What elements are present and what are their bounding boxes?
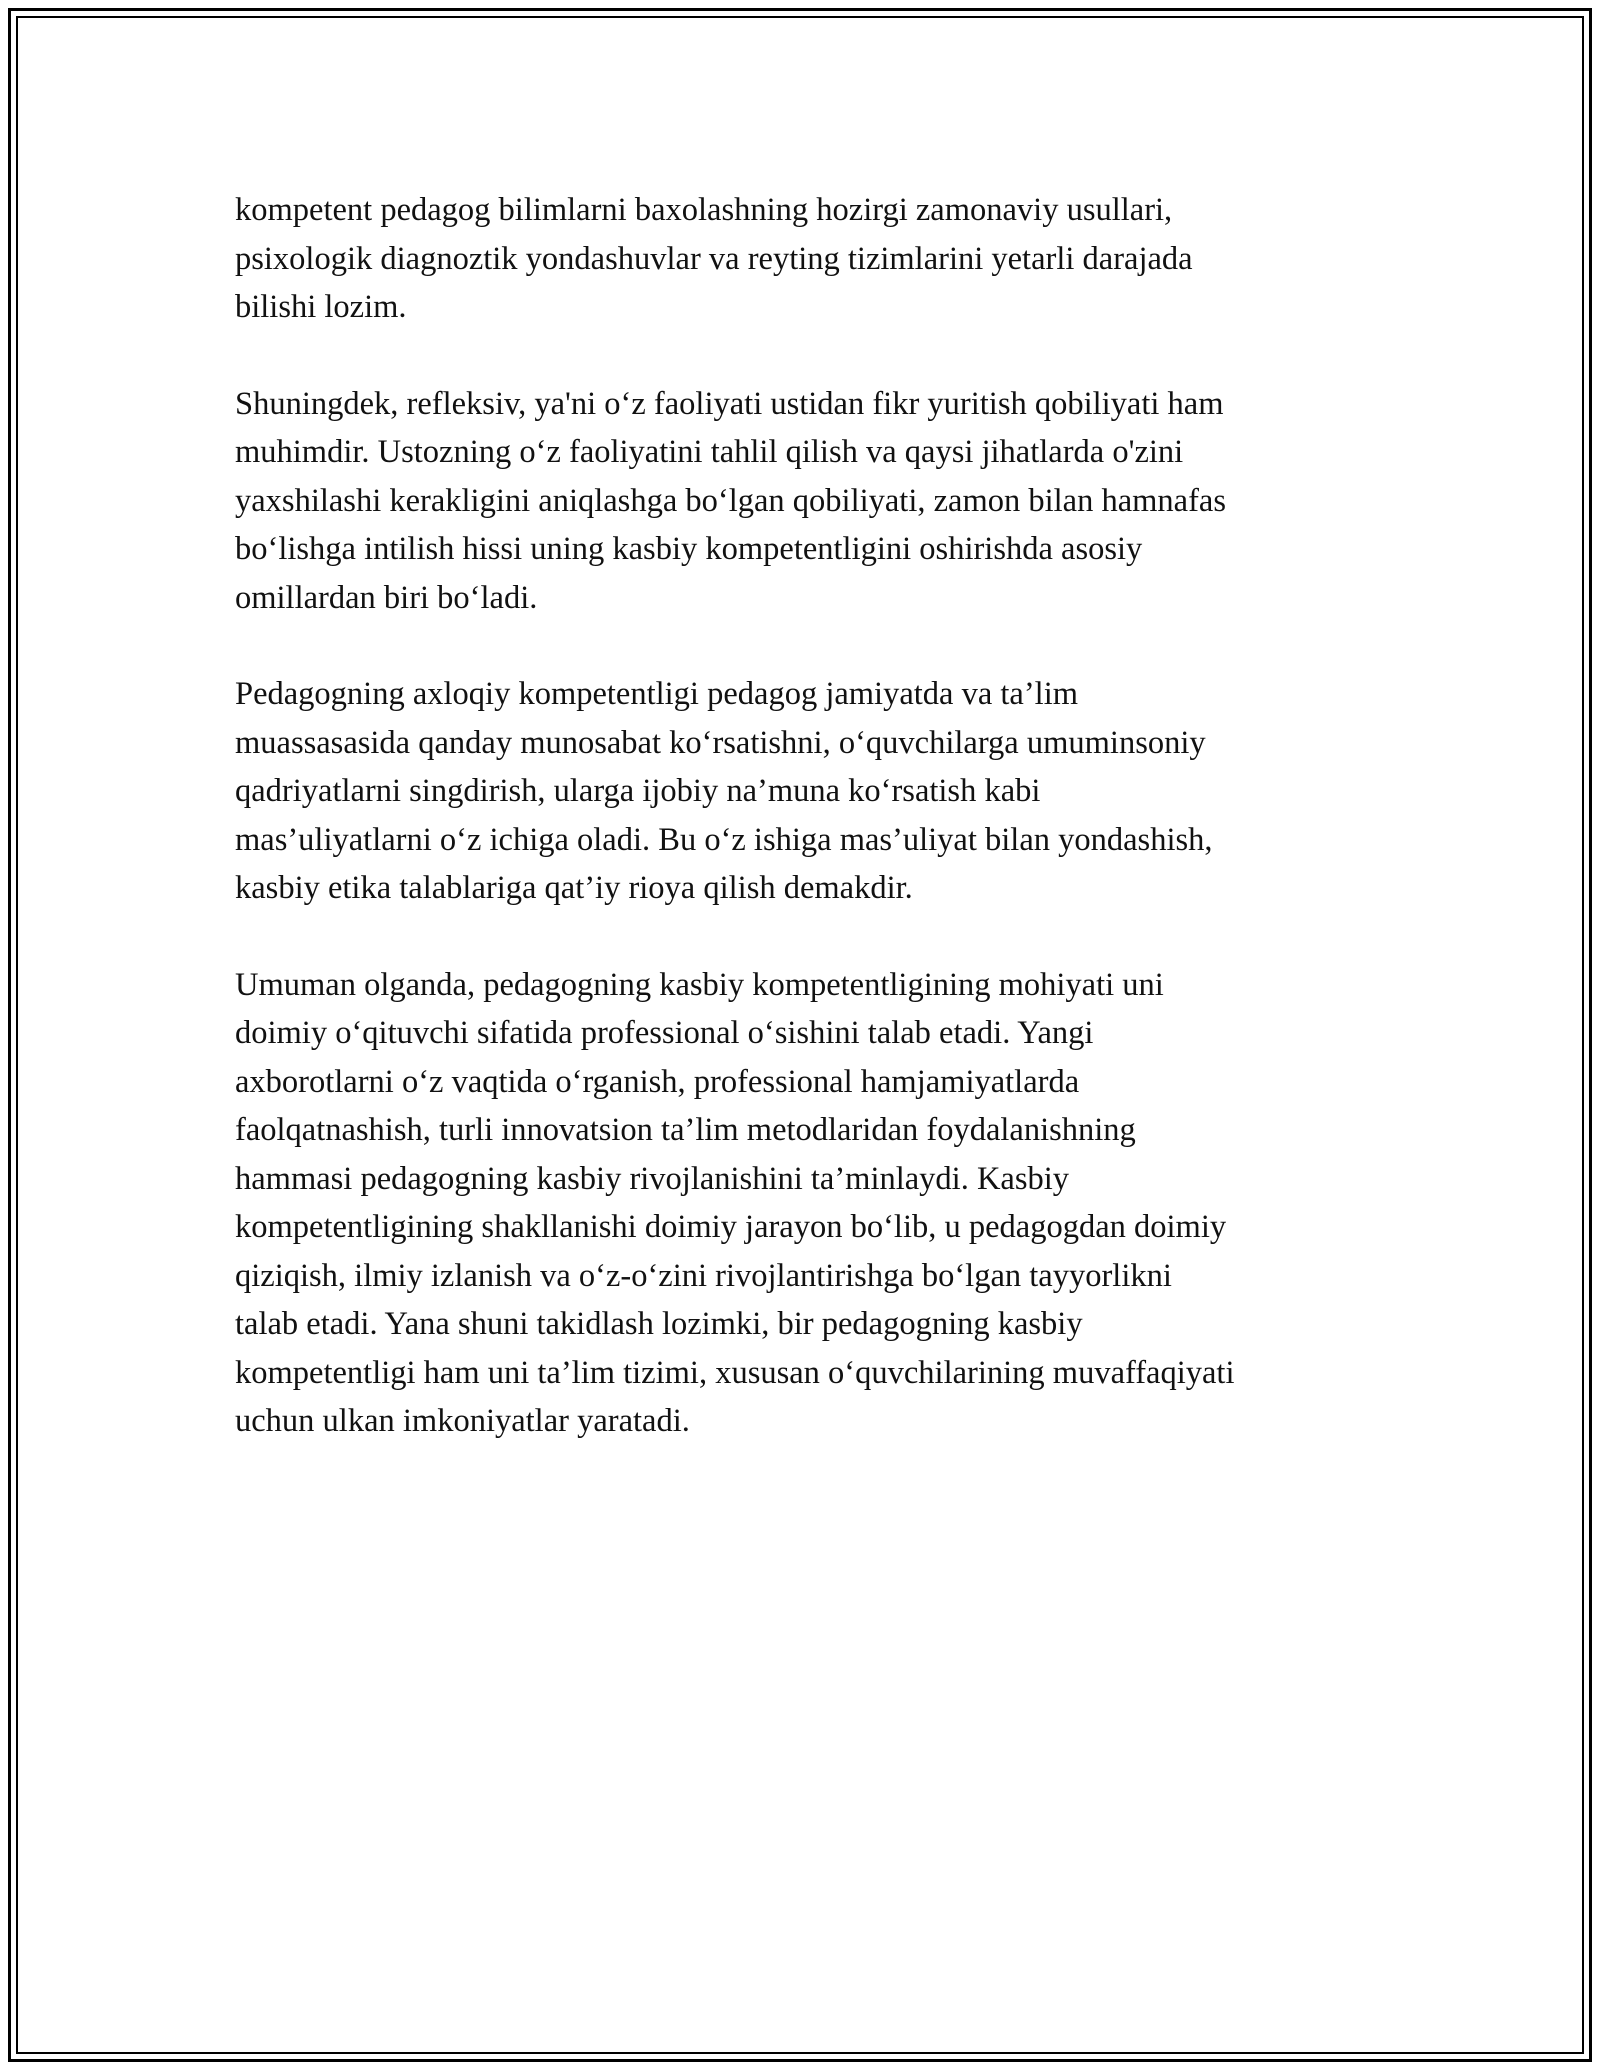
paragraph-1: kompetent pedagog bilimlarni baxolashning hozirgi zamonaviy usullari, psixologik diagnoztik yondashuvlar va reyting tizimlarini yetarli darajada bilishi lozim. — [235, 192, 1193, 325]
paragraph-2: Shuningdek, refleksiv, ya'ni o‘z faoliyati ustidan fikr yuritish qobiliyati ham muhimdir. Ustozning o‘z faoliyatini tahlil qilish va qaysi jihatlarda o'zini yaxshilashi kerakligini aniqlashga bo‘lgan qobiliyati, zamon bilan hamnafas bo‘lishga intilish hissi uning kasbiy kompetentligini oshirishda asosiy omillardan biri bo‘ladi. — [235, 385, 1226, 616]
paragraph-3: Pedagogning axloqiy kompetentligi pedagog jamiyatda va ta’lim muassasasida qanday munosabat ko‘rsatishni, o‘quvchilarga umuminsoniy qadriyatlarni singdirish, ularga ijobiy na’muna ko‘rsatish kabi mas’uliyatlarni o‘z ichiga oladi. Bu o‘z ishiga mas’uliyat bilan yondashish, kasbiy etika talablariga qat’iy rioya qilish demakdir. — [235, 676, 1213, 906]
document-body — [235, 186, 1375, 1494]
paragraph-4: Umuman olganda, pedagogning kasbiy kompetentligining mohiyati uni doimiy o‘qituvchi sifatida professional o‘sishini talab etadi. Yangi axborotlarni o‘z vaqtida o‘rganish, professional hamjamiyatlarda faolqatnashish, turli innovatsion ta’lim metodlaridan foydalanishning hammasi pedagogning kasbiy rivojlanishini ta’minlaydi. Kasbiy kompetentligining shakllanishi doimiy jarayon bo‘lib, u pedagogdan doimiy qiziqish, ilmiy izlanish va o‘z-o‘zini rivojlantirishga bo‘lgan tayyorlikni talab etadi. Yana shuni takidlash lozimki, bir pedagogning kasbiy kompetentligi ham uni ta’lim tizimi, xususan o‘quvchilarining muvaffaqiyati uchun ulkan imkoniyatlar yaratadi. — [235, 966, 1235, 1439]
